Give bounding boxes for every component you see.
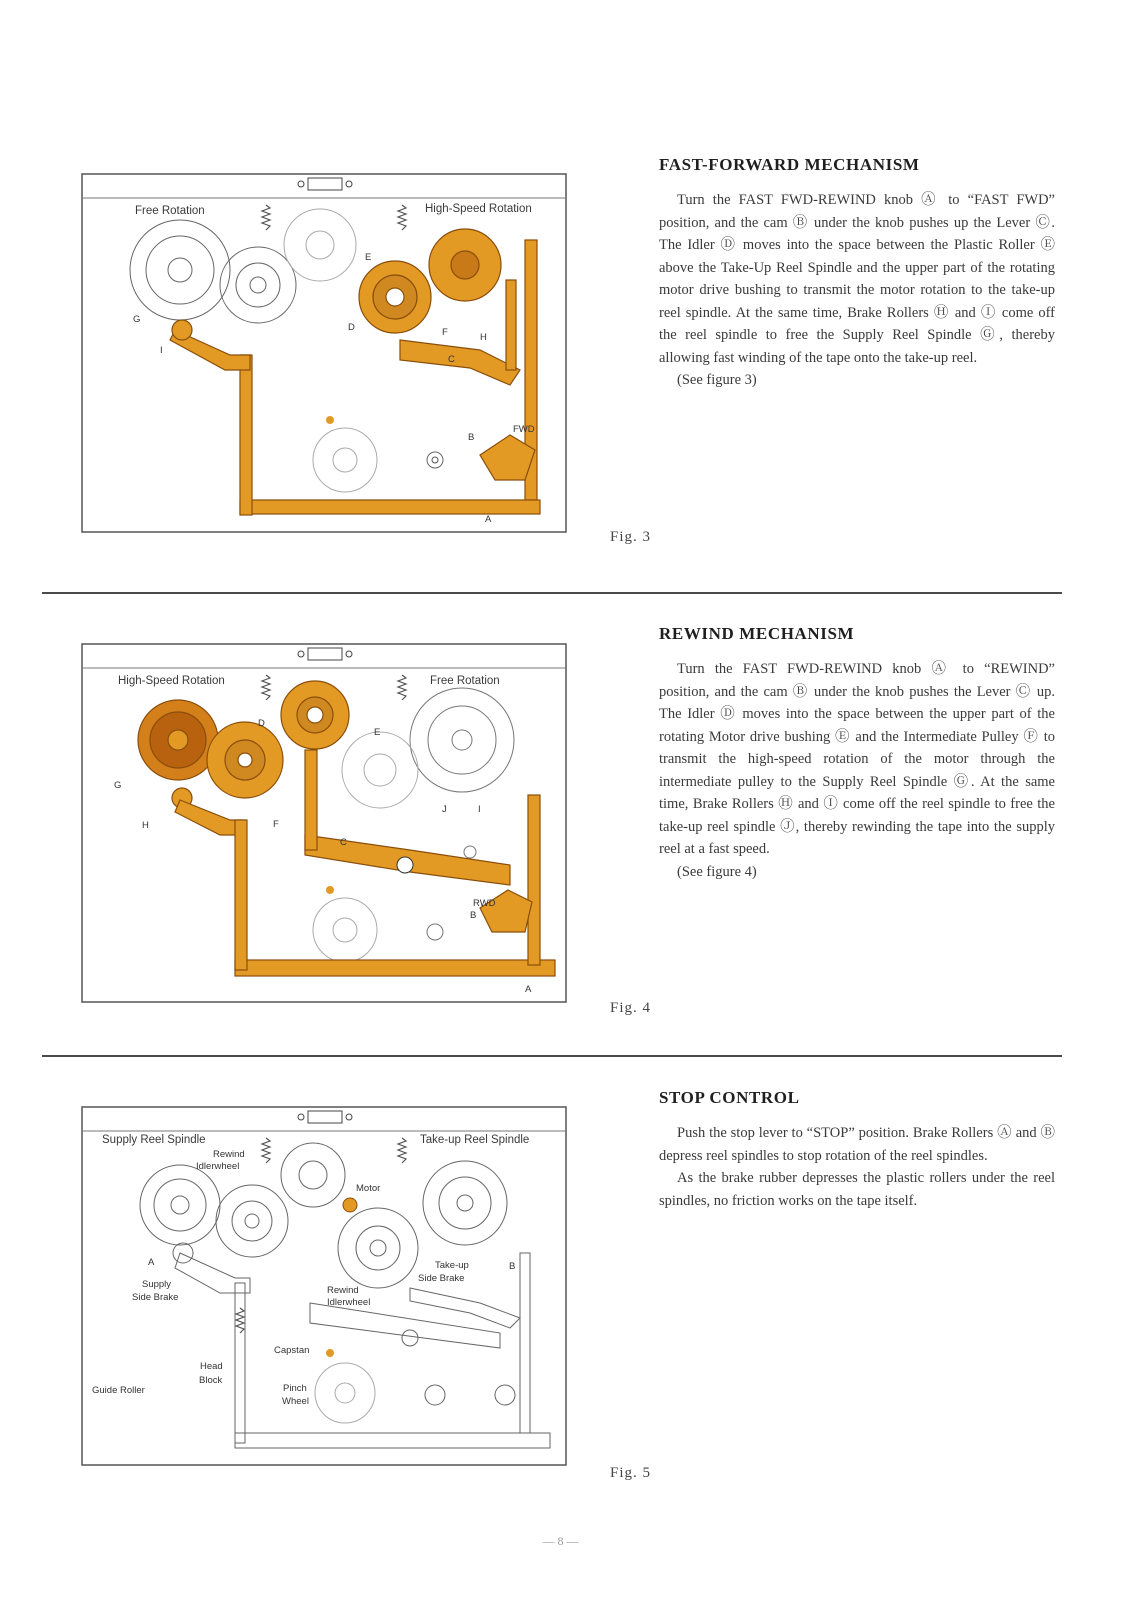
section-rewind: [659, 624, 1055, 883]
fig4-caption: Fig. 4: [610, 1000, 652, 1016]
fig5-label-rewind-idler-2: Idlerwheel: [196, 1161, 240, 1172]
figure-3-diagram: [80, 170, 570, 542]
fig5-label-supply-brake-2: Side Brake: [132, 1292, 179, 1303]
fig5-label-a: A: [148, 1257, 155, 1268]
fig5-label-rewind-idler-1: Rewind: [213, 1149, 245, 1160]
fig4-label-j: J: [442, 804, 447, 815]
divider-2: [42, 1055, 1062, 1057]
fig5-label-takeup-brake-2: Side Brake: [418, 1273, 465, 1284]
fig5-label-head-block-1: Head: [200, 1361, 223, 1372]
fig5-label-supply-brake-1: Supply: [142, 1279, 172, 1290]
fig5-caption: Fig. 5: [610, 1465, 652, 1481]
fig3-caption: Fig. 3: [610, 529, 652, 545]
fig4-label-rwd: RWD: [473, 898, 496, 909]
fig5-label-b: B: [509, 1261, 516, 1272]
fig3-label-f: F: [442, 327, 448, 338]
fig3-label-h: H: [480, 332, 487, 343]
fig5-label-motor: Motor: [356, 1183, 381, 1194]
stop-control-heading: STOP CONTROL: [659, 1088, 800, 1107]
page-number: — 8 —: [542, 1534, 579, 1548]
fig5-label-capstan: Capstan: [274, 1345, 310, 1356]
fig3-label-a: A: [485, 514, 492, 525]
fig3-label-b: B: [468, 432, 475, 443]
divider-1: [42, 592, 1062, 594]
rewind-see: (See figure 4): [677, 863, 757, 880]
fig5-label-takeup-spindle: Take-up Reel Spindle: [420, 1134, 530, 1146]
stop-control-body-2: As the brake rubber depresses the plastic rollers under the reel spindles, no friction works on the tape itself.: [659, 1170, 1055, 1209]
fig3-label-free-rotation: Free Rotation: [135, 205, 205, 217]
section-fast-forward: [659, 155, 1055, 392]
rewind-body: Turn the FAST FWD-REWIND knob Ⓐ to “REWIND” position, and the cam Ⓑ under the knob pushes the Lever Ⓒ up. The Idler Ⓓ moves into the space between the upper part of the rotating Motor drive bushing Ⓔ and the Intermediate Pulley Ⓕ to transmit the high-speed rotation of the motor through the intermediate pulley to the Supply Reel Spindle Ⓖ. At the same time, Brake Rollers Ⓗ and Ⓘ come off the reel spindle to free the take-up reel spindle Ⓙ, thereby rewinding the tape into the supply reel at a fast speed.: [659, 661, 1055, 857]
fig4-label-a: A: [525, 984, 532, 995]
figure-4: [80, 640, 570, 1012]
fig3-label-fwd: FWD: [513, 424, 535, 435]
fig5-label-guide-roller: Guide Roller: [92, 1385, 145, 1396]
fig4-label-d: D: [258, 718, 265, 729]
fig5-label-rewind-idler2-2: Idlerwheel: [327, 1297, 371, 1308]
fig4-label-h: H: [142, 820, 149, 831]
fast-forward-body: Turn the FAST FWD-REWIND knob Ⓐ to “FAST FWD” position, and the cam Ⓑ under the knob pushes up the Lever Ⓒ. The Idler Ⓓ moves into the space between the Plastic Roller Ⓔ above the Take-Up Reel Spindle and the upper part of the rotating motor drive bushing to transmit the motor rotation to the take-up reel spindle. At the same time, Brake Rollers Ⓗ and Ⓘ come off the reel spindle to free the Supply Reel Spindle Ⓖ, thereby allowing fast winding of the tape onto the take-up reel.: [659, 192, 1055, 366]
fig4-label-high-speed: High-Speed Rotation: [118, 675, 225, 687]
stop-control-body-1: Push the stop lever to “STOP” position. Brake Rollers Ⓐ and Ⓑ depress reel spindles to stop rotation of the reel spindles.: [659, 1125, 1055, 1164]
fig3-label-high-speed: High-Speed Rotation: [425, 203, 532, 215]
fig5-label-takeup-brake-1: Take-up: [435, 1260, 469, 1271]
fig5-label-pinch-2: Wheel: [282, 1396, 309, 1407]
fig3-label-g: G: [133, 314, 141, 325]
fig4-label-g: G: [114, 780, 122, 791]
fig5-label-head-block-2: Block: [199, 1375, 223, 1386]
fig5-label-rewind-idler2-1: Rewind: [327, 1285, 359, 1296]
figure-3: [80, 170, 570, 542]
fig4-label-e: E: [374, 727, 381, 738]
section-stop-control: [659, 1088, 1055, 1212]
fast-forward-see: (See figure 3): [677, 372, 757, 388]
fast-forward-heading: FAST-FORWARD MECHANISM: [659, 155, 920, 174]
rewind-heading: REWIND MECHANISM: [659, 624, 855, 643]
fig4-label-c: C: [340, 837, 347, 848]
fig4-label-free-rotation: Free Rotation: [430, 675, 500, 687]
figure-4-diagram: [80, 640, 570, 1012]
fig5-label-pinch-1: Pinch: [283, 1383, 307, 1394]
fig4-label-f: F: [273, 819, 279, 830]
fig3-label-e: E: [365, 252, 372, 263]
fig4-label-b: B: [470, 910, 477, 921]
fig5-label-supply-spindle: Supply Reel Spindle: [102, 1134, 206, 1146]
fig4-label-i: I: [478, 804, 481, 815]
figure-5-diagram: [80, 1103, 570, 1475]
figure-5: [80, 1103, 570, 1475]
fig3-label-d: D: [348, 322, 355, 333]
fig3-label-i: I: [160, 345, 163, 356]
fig3-label-c: C: [448, 354, 455, 365]
